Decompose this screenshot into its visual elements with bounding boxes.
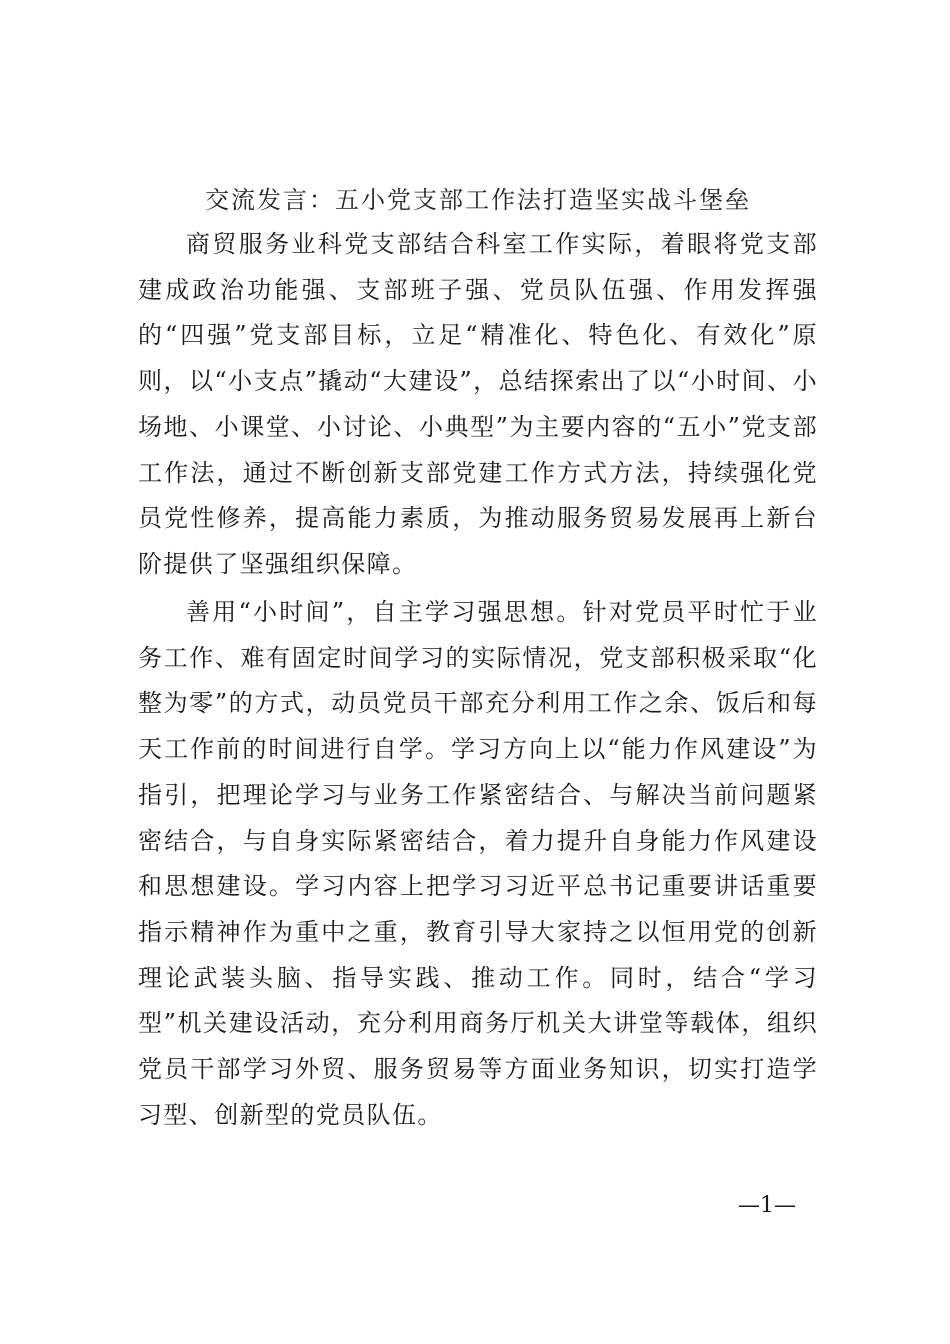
document-title: 交流发言：五小党支部工作法打造坚实战斗堡垒 — [205, 186, 751, 214]
page-number: —1— — [738, 1193, 796, 1218]
paragraph-small-time: 善用“小时间”，自主学习强思想。针对党员平时忙于业务工作、难有固定时间学习的实际情况，党支部积极采取“化整为零”的方式，动员党员干部充分利用工作之余、饭后和每天工作前的时间进行自学。学习方向上以“能力作风建设”为指引，把理论学习与业务工作紧密结合、与解决当前问题紧密结合，与自身实际紧密结合，着力提升自身能力作风建设和思想建设。学习内容上把学习习近平总书记重要讲话重要指示精神作为重中之重，教育引导大家持之以恒用党的创新理论武装头脑、指导实践、推动工作。同时，结合“学习型”机关建设活动，充分利用商务厅机关大讲堂等载体，组织党员干部学习外贸、服务贸易等方面业务知识，切实打造学习型、创新型的党员队伍。 — [138, 598, 818, 1129]
paragraph-intro: 商贸服务业科党支部结合科室工作实际，着眼将党支部建成政治功能强、支部班子强、党员队伍强、作用发挥强的“四强”党支部目标，立足“精准化、特色化、有效化”原则，以“小支点”撬动“大建设”，总结探索出了以“小时间、小场地、小课堂、小讨论、小典型”为主要内容的“五小”党支部工作法，通过不断创新支部党建工作方式方法，持续强化党员党性修养，提高能力素质，为推动服务贸易发展再上新台阶提供了坚强组织保障。 — [138, 230, 818, 578]
